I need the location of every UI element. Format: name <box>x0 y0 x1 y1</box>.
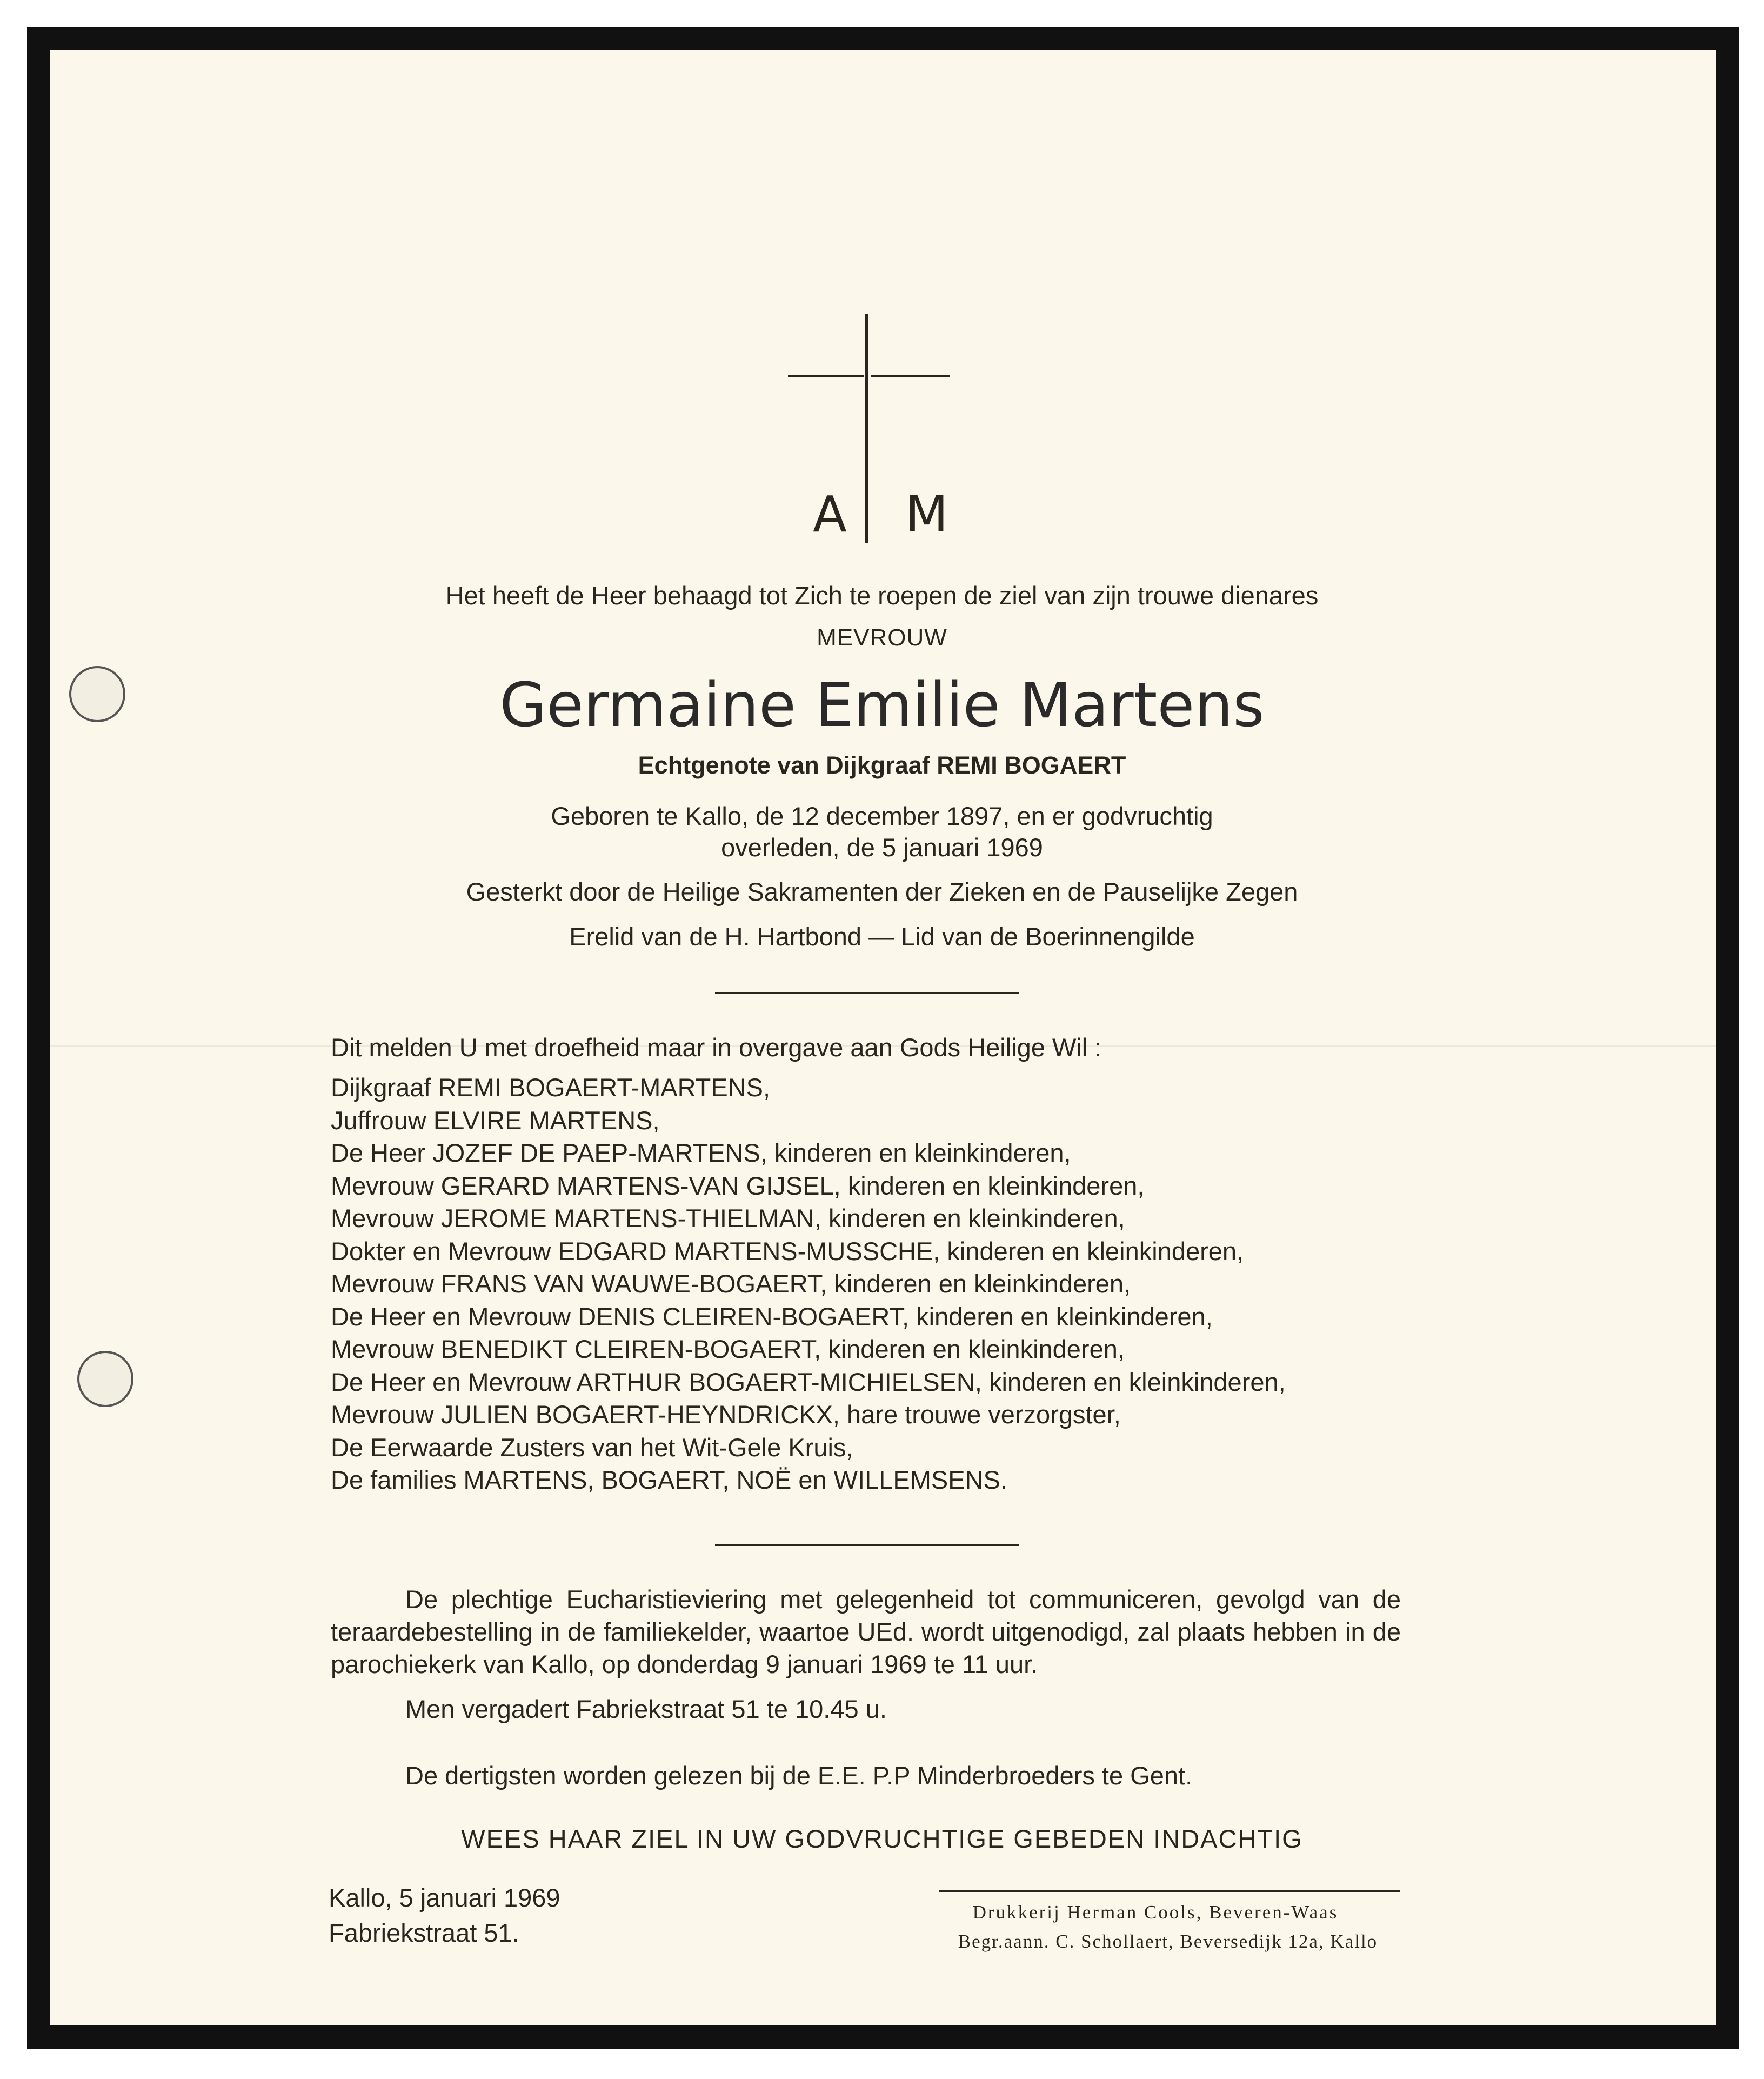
gathering-line: Men vergadert Fabriekstraat 51 te 10.45 u. <box>405 1695 887 1723</box>
printer-line-2: Begr.aann. C. Schollaert, Beversedijk 12a, Kallo <box>958 1931 1378 1952</box>
birth-line-1: Geboren te Kallo, de 12 december 1897, en er godvruchtig <box>551 802 1213 830</box>
divider-top <box>715 992 1019 994</box>
masses-line: De dertigsten worden gelezen bij de E.E. P.P Minderbroeders te Gent. <box>405 1761 1193 1790</box>
announcement-text: Dit melden U met droefheid maar in overgave aan Gods Heilige Wil : <box>331 1033 1102 1062</box>
list-item: Juffrouw ELVIRE MARTENS, <box>331 1105 660 1135</box>
divider-bottom <box>715 1544 1019 1546</box>
punch-hole-bottom <box>77 1351 133 1407</box>
spouse-line: Echtgenote van Dijkgraaf REMI BOGAERT <box>638 751 1126 779</box>
list-item: Mevrouw BENEDIKT CLEIREN-BOGAERT, kinderen en kleinkinderen, <box>331 1335 1125 1363</box>
place-date: Kallo, 5 januari 1969 <box>329 1883 560 1912</box>
deceased-name: Germaine Emilie Martens <box>499 670 1265 741</box>
address-line: Fabriekstraat 51. <box>329 1918 519 1947</box>
list-item: De Eerwaarde Zusters van het Wit-Gele Kruis, <box>331 1432 853 1462</box>
title-text: MEVROUW <box>817 624 947 651</box>
cross-arm-left <box>788 375 864 377</box>
printer-divider <box>939 1890 1400 1892</box>
birth-line-2: overleden, de 5 januari 1969 <box>721 833 1043 862</box>
cross-letter-m: M <box>905 485 948 543</box>
list-item: Mevrouw JEROME MARTENS-THIELMAN, kinderen en kleinkinderen, <box>331 1204 1125 1232</box>
sacraments-line: Gesterkt door de Heilige Sakramenten der Zieken en de Pauselijke Zegen <box>466 877 1298 906</box>
list-item: Mevrouw FRANS VAN WAUWE-BOGAERT, kinderen en kleinkinderen, <box>331 1269 1131 1298</box>
list-item: De families MARTENS, BOGAERT, NOË en WILLEMSENS. <box>331 1465 1007 1494</box>
list-item: De Heer JOZEF DE PAEP-MARTENS, kinderen en kleinkinderen, <box>331 1138 1071 1167</box>
list-item: Mevrouw JULIEN BOGAERT-HEYNDRICKX, hare trouwe verzorgster, <box>331 1400 1121 1429</box>
list-item: De Heer en Mevrouw ARTHUR BOGAERT-MICHIELSEN, kinderen en kleinkinderen, <box>331 1367 1286 1396</box>
cross-arm-right <box>871 375 950 377</box>
memberships-line: Erelid van de H. Hartbond — Lid van de Boerinnengilde <box>569 922 1195 951</box>
cross-vertical-bar <box>865 314 868 543</box>
cross-letter-a: A <box>813 485 847 543</box>
list-item: Dijkgraaf REMI BOGAERT-MARTENS, <box>331 1073 771 1102</box>
list-item: Dokter en Mevrouw EDGARD MARTENS-MUSSCHE, kinderen en kleinkinderen, <box>331 1236 1244 1265</box>
printer-line-1: Drukkerij Herman Cools, Beveren-Waas <box>972 1902 1339 1923</box>
prayer-line: WEES HAAR ZIEL IN UW GODVRUCHTIGE GEBEDEN INDACHTIG <box>461 1824 1303 1853</box>
intro-text: Het heeft de Heer behaagd tot Zich te roepen de ziel van zijn trouwe dienares <box>445 581 1319 610</box>
list-item: Mevrouw GERARD MARTENS-VAN GIJSEL, kinderen en kleinkinderen, <box>331 1171 1145 1200</box>
mourners-list <box>331 1071 1286 1497</box>
service-paragraph: De plechtige Eucharistieviering met gelegenheid tot communiceren, gevolgd van de teraardebestelling in de familiekelder, waartoe UEd. wordt uitgenodigd, zal plaats hebben in de parochiekerk van Kallo, op donderdag 9 januari 1969 te 11 uur. <box>331 1585 1401 1678</box>
list-item: De Heer en Mevrouw DENIS CLEIREN-BOGAERT, kinderen en kleinkinderen, <box>331 1302 1213 1331</box>
